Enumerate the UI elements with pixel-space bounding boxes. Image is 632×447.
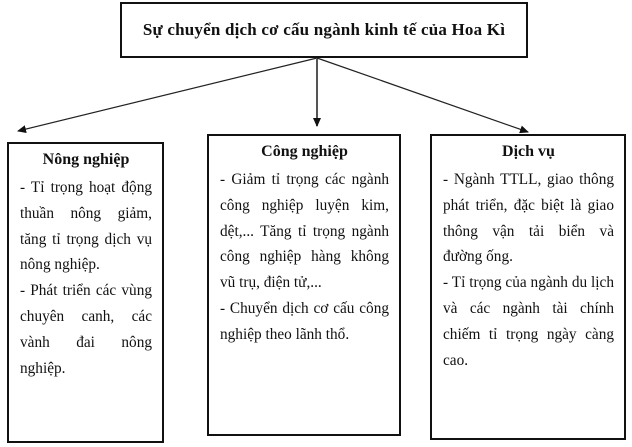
heading-cong-nghiep: Công nghiệp [261,143,348,160]
heading-nong-nghiep: Nông nghiệp [42,151,130,168]
arrow-to-nong-nghiep [18,58,317,131]
diagram-title: Sự chuyển dịch cơ cấu ngành kinh tế của Hoa Kì [142,20,506,39]
point-nong-nghiep-1: - Tỉ trọng hoạt động thuần nông giảm, tăng tỉ trọng dịch vụ nông nghiệp. [20,179,152,274]
point-cong-nghiep-1: - Giảm tỉ trọng các ngành công nghiệp luyện kim, dệt,... Tăng tỉ trọng ngành công nghiệp hàng không vũ trụ, điện tử,... [220,171,389,292]
point-dich-vu-1: - Ngành TTLL, giao thông phát triển, đặc biệt là giao thông vận tải biển và đường ống. [443,171,614,266]
point-cong-nghiep-2: - Chuyển dịch cơ cấu công nghiệp theo lãnh thổ. [220,299,389,343]
heading-dich-vu: Dịch vụ [502,143,555,160]
box-cong-nghiep [207,134,401,436]
diagram-title-box [120,2,528,58]
arrow-to-dich-vu [317,58,528,132]
point-dich-vu-2: - Tỉ trọng của ngành du lịch và các ngành tài chính chiếm tỉ trọng ngày càng cao. [443,274,614,369]
point-nong-nghiep-2: - Phát triển các vùng chuyên canh, các vành đai nông nghiệp. [20,282,152,377]
box-dich-vu [430,134,626,440]
box-nong-nghiep [7,142,164,443]
